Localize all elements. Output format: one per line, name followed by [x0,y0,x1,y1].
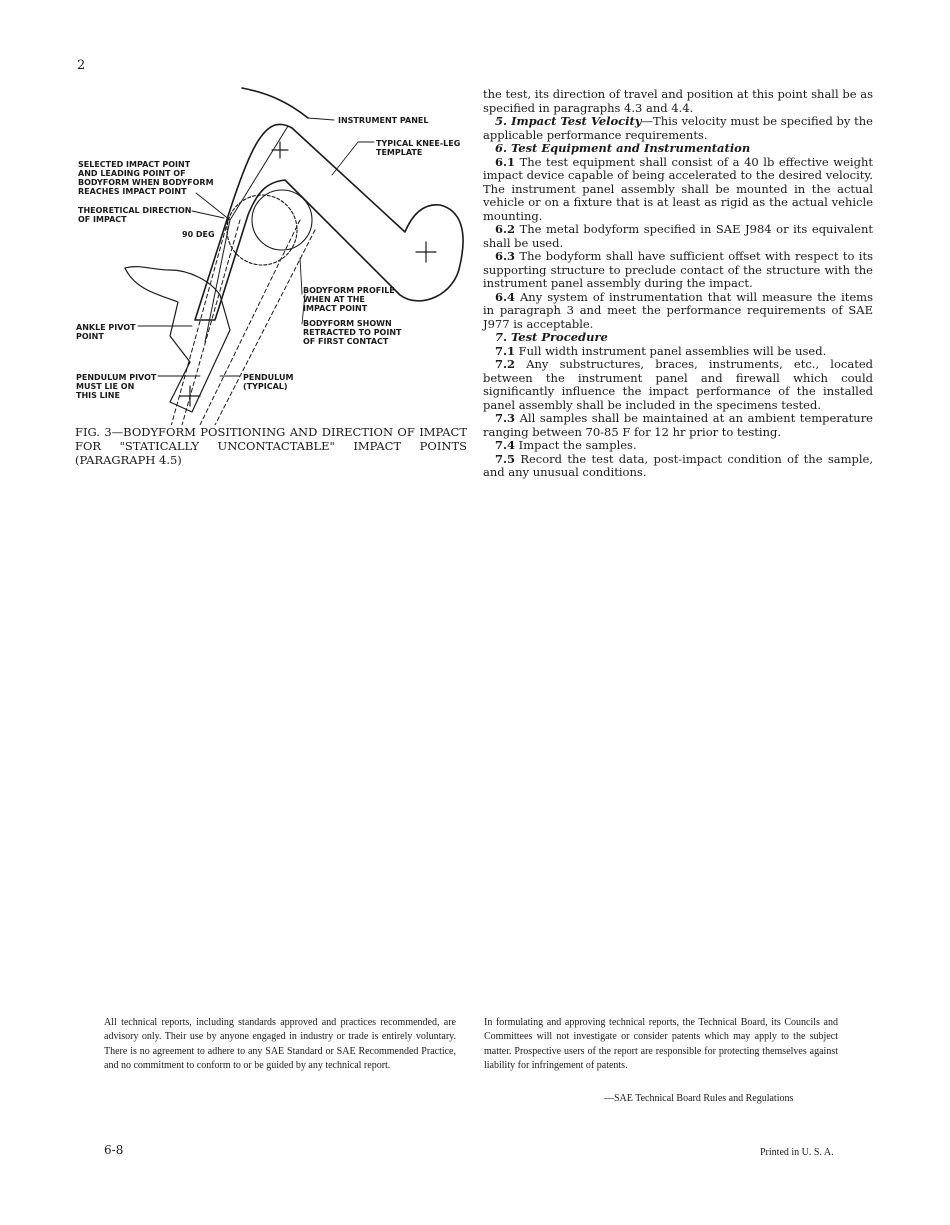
instrument-panel-outline [242,88,308,118]
label-retracted-2: RETRACTED TO POINT [303,328,402,337]
label-retracted-1: BODYFORM SHOWN [303,319,392,328]
label-selected-3: BODYFORM WHEN BODYFORM [78,178,214,187]
paragraph-text: Full width instrument panel assemblies will be used. [515,343,827,358]
paragraph-number: 7.3 [495,411,516,425]
label-angle: 90 DEG [182,230,215,239]
label-theoretical-1: THEORETICAL DIRECTION [78,206,192,215]
body-text [483,88,873,480]
paragraph-6-3 [483,250,873,291]
label-ankle-1: ANKLE PIVOT [76,323,136,332]
label-ankle-2: POINT [76,332,104,341]
section-5-text: —This velocity must be specified by the applicable performance requirements. [483,114,873,142]
section-5 [483,115,873,142]
footer-patent-note: In formulating and approving technical reports, the Technical Board, its Councils and Committees will not investigate or consider patents which may apply to the subject matter. Prospective users of the report are responsible for protecting themselves against liability for infringement of patents. [484,1017,838,1072]
paragraph-7-4 [483,439,873,453]
page-number: 2 [77,58,86,73]
label-selected-1: SELECTED IMPACT POINT [78,160,191,169]
label-pendulum-1: PENDULUM [243,373,294,382]
paragraph-text: Any substructures, braces, instruments, etc., located between the instrument panel and firewall which could significantly influence the impact performance of the installed panel assembly shall be included in the specimens tested. [483,357,873,412]
label-template-2: TEMPLATE [376,148,423,157]
footer-advisory-note: All technical reports, including standards approved and practices recommended, are advisory only. Their use by anyone engaged in industry or trade is entirely voluntary. There is no agreement to adhere to any SAE Standard or SAE Recommended Practice, and no commitment to conform to or be guided by any technical report. [104,1017,456,1072]
paragraph-number: 6.3 [495,249,516,263]
label-pendulum-2: (TYPICAL) [243,382,288,391]
paragraph-text: Impact the samples. [515,438,637,452]
paragraph-text: The bodyform shall have sufficient offset with respect to its supporting structure to preclude contact of the structure with the instrument panel assembly during the impact. [483,249,873,290]
label-template-1: TYPICAL KNEE-LEG [376,139,461,148]
label-retracted-3: OF FIRST CONTACT [303,337,389,346]
label-pivot-3: THIS LINE [76,391,120,400]
section-5-heading: 5. Impact Test Velocity [495,114,642,128]
paragraph-number: 6.4 [495,289,516,304]
paragraph-number: 6.2 [495,222,516,236]
figure-3-diagram [70,80,470,425]
section-7-heading: 7. Test Procedure [495,330,608,344]
page-code: 6-8 [104,1143,124,1157]
label-pivot-2: MUST LIE ON [76,382,135,391]
paragraph-text: The metal bodyform specified in SAE J984 or its equivalent shall be used. [483,222,873,250]
label-selected-4: REACHES IMPACT POINT [78,187,187,196]
paragraph-7-1 [483,345,873,359]
label-profile-1: BODYFORM PROFILE [303,286,395,295]
paragraph-6-1 [483,156,873,224]
label-profile-2: WHEN AT THE [303,295,365,304]
paragraph-7-5 [483,453,873,480]
paragraph-number: 7.2 [495,357,516,371]
section-6-heading: 6. Test Equipment and Instrumentation [495,141,751,155]
label-pivot-1: PENDULUM PIVOT [76,373,157,382]
label-selected-2: AND LEADING POINT OF [78,169,186,178]
paragraph-number: 7.1 [495,343,516,358]
label-instrument-panel: INSTRUMENT PANEL [338,116,429,125]
paragraph-text: All samples shall be maintained at an ambient temperature ranging between 70-85 F for 12 hr prior to testing. [483,411,873,439]
paragraph-6-4 [483,291,873,332]
paragraph-7-3 [483,412,873,439]
paragraph-6-2 [483,223,873,250]
paragraph-7-2 [483,358,873,412]
paragraph-number: 7.4 [495,438,516,452]
paragraph-number: 7.5 [495,451,516,466]
paragraph-text: Any system of instrumentation that will measure the items in paragraph 3 and meet the performance requirements of SAE J977 is acceptable. [483,289,873,331]
figure-caption: FIG. 3—BODYFORM POSITIONING AND DIRECTION OF IMPACT FOR "STATICALLY UNCONTACTABLE" IMPACT POINTS (PARAGRAPH 4.5) [75,425,467,467]
paragraph-intro: the test, its direction of travel and position at this point shall be as specified in paragraphs 4.3 and 4.4. [483,87,873,115]
label-profile-3: IMPACT POINT [303,304,368,313]
paragraph-number: 6.1 [495,154,516,169]
paragraph-text: Record the test data, post-impact condition of the sample, and any unusual conditions. [483,451,873,479]
printed-in-usa: Printed in U. S. A. [760,1147,834,1158]
foot-outline [125,267,230,412]
label-theoretical-2: OF IMPACT [78,215,127,224]
footer-signature: —SAE Technical Board Rules and Regulations [604,1093,794,1104]
paragraph-text: The test equipment shall consist of a 40 lb effective weight impact device capable of being accelerated to the desired velocity. The instrument panel assembly shall be mounted in the actual vehicle or on a fixture that is at least as rigid as the actual vehicle mounting. [483,154,873,223]
